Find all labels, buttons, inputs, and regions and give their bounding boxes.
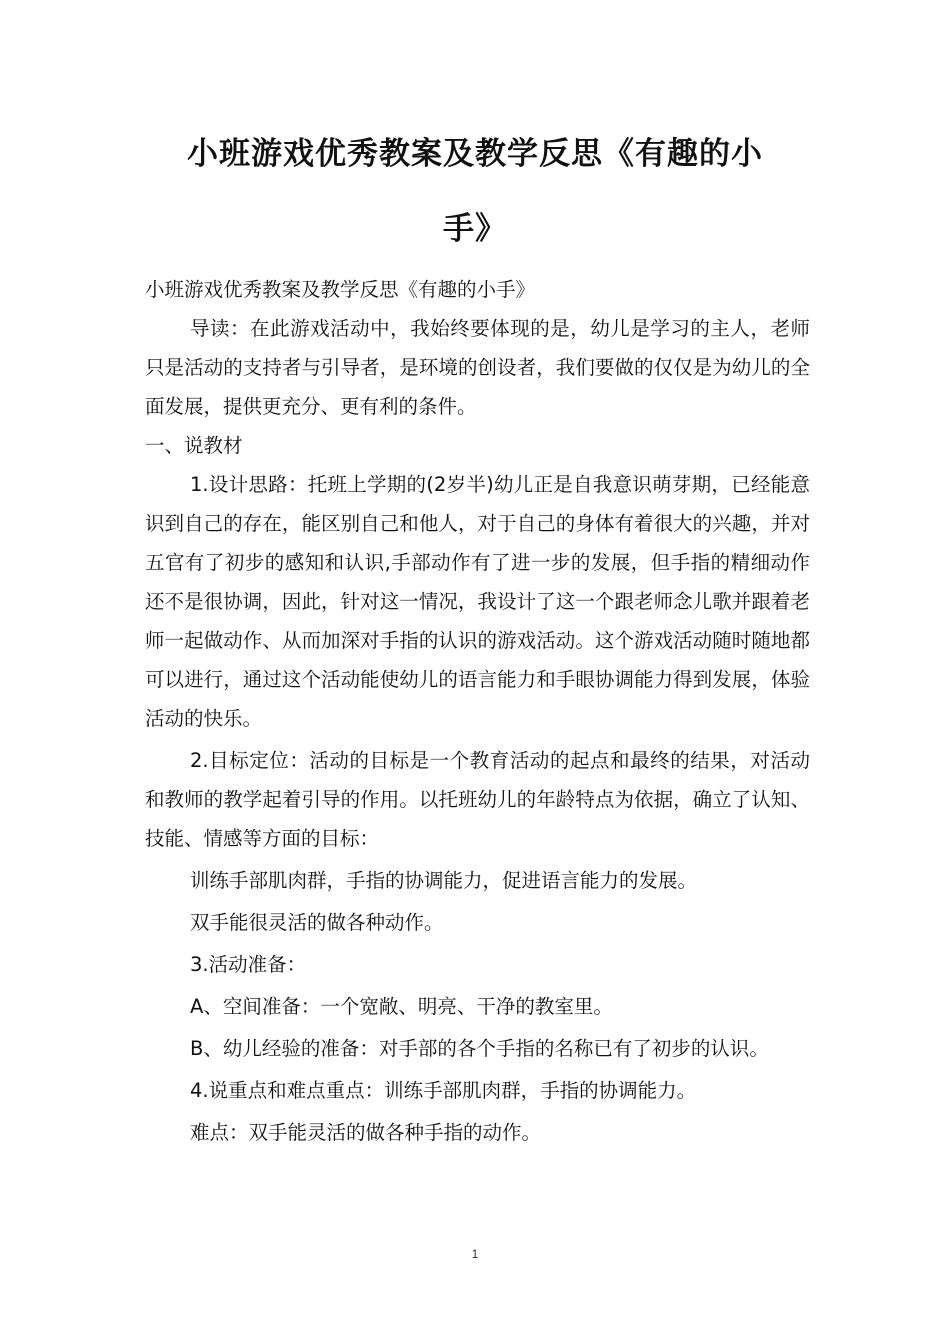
document-title-line-2: 手》 [443,211,507,247]
goal-item-2: 双手能很灵活的做各种动作。 [190,911,444,934]
key-points-paragraph: 4.说重点和难点重点：训练手部肌肉群，手指的协调能力。 [190,1079,697,1102]
subtitle-paragraph: 小班游戏优秀教案及教学反思《有趣的小手》 [145,278,536,301]
preparation-heading: 3.活动准备： [190,953,307,976]
document-title-line-1: 小班游戏优秀教案及教学反思《有趣的小 [187,136,763,172]
section-heading: 一、说教材 [145,434,243,457]
page-number: 1 [471,1247,479,1261]
preparation-item-b: B、幼儿经验的准备：对手部的各个手指的名称已有了初步的认识。 [190,1037,769,1060]
document-body [145,270,810,1152]
goal-item-1: 训练手部肌肉群，手指的协调能力，促进语言能力的发展。 [190,869,698,892]
intro-paragraph: 导读：在此游戏活动中，我始终要体现的是，幼儿是学习的主人，老师只是活动的支持者与引导者，是环境的创设者，我们要做的仅仅是为幼儿的全面发展，提供更充分、更有利的条件。 [145,317,810,418]
difficulty-paragraph: 难点：双手能灵活的做各种手指的动作。 [190,1121,542,1144]
preparation-item-a: A、空间准备：一个宽敞、明亮、干净的教室里。 [190,995,613,1018]
design-idea-paragraph: 1.设计思路：托班上学期的(2岁半)幼儿正是自我意识萌芽期，已经能意识到自己的存在，能区别自己和他人，对于自己的身体有着很大的兴趣，并对五官有了初步的感知和认识,手部动作有了进一步的发展，但手指的精细动作还不是很协调，因此，针对这一情况，我设计了这一个跟老师念儿歌并跟着老师一起做动作、从而加深对手指的认识的游戏活动。这个游戏活动随时随地都可以进行，通过这个活动能使幼儿的语言能力和手眼协调能力得到发展，体验活动的快乐。 [145,473,810,730]
goal-paragraph: 2.目标定位：活动的目标是一个教育活动的起点和最终的结果，对活动和教师的教学起着引导的作用。以托班幼儿的年龄特点为依据，确立了认知、技能、情感等方面的目标： [145,749,810,850]
